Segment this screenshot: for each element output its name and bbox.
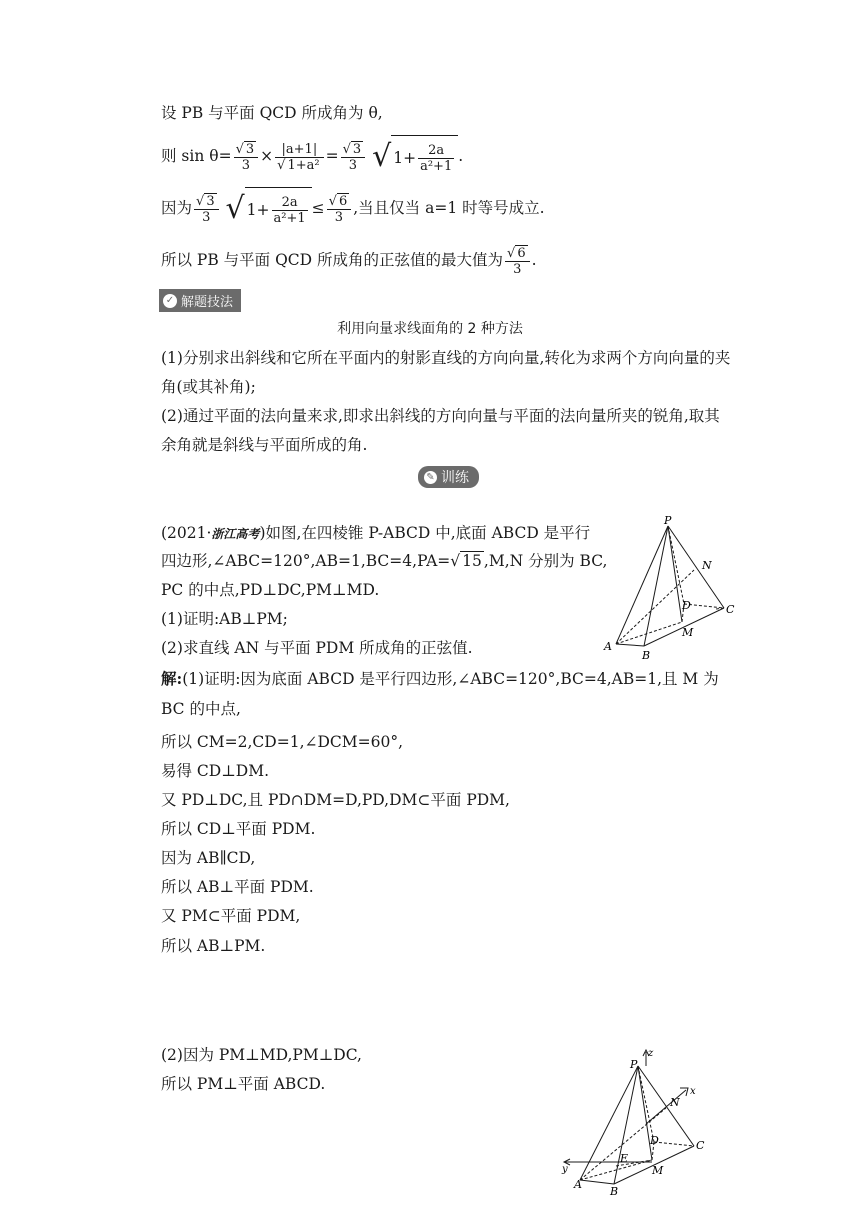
question-1: (1)证明:AB⊥PM;: [161, 610, 288, 628]
step-3: 又 PD⊥DC,且 PD∩DM=D,PD,DM⊂平面 PDM,: [161, 791, 510, 809]
method-point-2: (2)通过平面的法向量来求,即求出斜线的方向向量与平面的法向量所夹的锐角,取其余角就是斜线与平面所成的角.: [161, 407, 720, 454]
svg-text:z: z: [648, 1048, 654, 1059]
step-2: 易得 CD⊥DM.: [161, 762, 270, 780]
line-sin-formula: 则 sin θ= $\frac{√ 3}{3}$ × $\frac{|a+1|}{\text{√ 1+a²}}$ = $\frac{√ 3}{3}$ √ 1+ $\frac{2a}{\text{a²+1}}$ .: [161, 134, 463, 178]
svg-text:A: A: [574, 1178, 582, 1191]
svg-text:N: N: [670, 1096, 680, 1109]
frac-abs-over-sqrt: $\frac{|a+1|}{\text{√ 1+a²}}$: [275, 142, 323, 173]
step-8: 所以 AB⊥PM.: [161, 937, 266, 955]
big-sqrt: √ 1+ $\frac{2a}{\text{a²+1}}$: [372, 134, 458, 180]
svg-text:x: x: [690, 1086, 696, 1097]
svg-text:E: E: [620, 1152, 629, 1165]
step-4: 所以 CD⊥平面 PDM.: [161, 820, 316, 838]
training-badge-label: 训练: [441, 470, 469, 486]
method-badge-label: 解题技法: [181, 295, 234, 310]
pyramid-figure-1: [598, 512, 748, 662]
step-6: 所以 AB⊥平面 PDM.: [161, 878, 314, 896]
svg-text:y: y: [562, 1164, 568, 1175]
solution-label: 解:: [161, 669, 183, 688]
problem-line-3: PC 的中点,PD⊥DC,PM⊥MD.: [161, 581, 380, 599]
line-inequality: 因为 $\frac{√ 3}{3}$ √ 1+ $\frac{2a}{\text{a²+1}}$ ≤ $\frac{√ 6}{3}$ ,当且仅当 a=1 时等号成立.: [161, 186, 545, 230]
step-5: 因为 AB∥CD,: [161, 849, 256, 867]
svg-text:C: C: [726, 603, 735, 616]
svg-text:D: D: [682, 599, 691, 612]
sin-prefix: 则 sin θ=: [161, 147, 232, 165]
method-point-1: (1)分别求出斜线和它所在平面内的射影直线的方向向量,转化为求两个方向向量的夹角(或其补角);: [161, 349, 731, 396]
line-angle-def: 设 PB 与平面 QCD 所成角为 θ,: [161, 104, 383, 122]
step-1: 所以 CM=2,CD=1,∠DCM=60°,: [161, 733, 404, 751]
svg-text:D: D: [650, 1134, 659, 1147]
svg-text:P: P: [630, 1058, 638, 1071]
method-title: 利用向量求线面角的 2 种方法: [337, 321, 523, 337]
svg-text:C: C: [696, 1139, 705, 1152]
label-P: P: [664, 514, 672, 527]
frac-sqrt3-over-3b: $\frac{√ 3}{3}$: [341, 142, 366, 173]
solution-line-1: 解:(1)证明:因为底面 ABCD 是平行四边形,∠ABC=120°,BC=4,AB=1,且 M 为: [161, 669, 719, 688]
pyramid-figure-2: [556, 1044, 716, 1196]
pen-icon: ✎: [424, 471, 437, 484]
problem-line-1: (2021·浙江高考)如图,在四棱锥 P-ABCD 中,底面 ABCD 是平行: [161, 524, 591, 542]
part2-line-2: 所以 PM⊥平面 ABCD.: [161, 1075, 326, 1093]
step-7: 又 PM⊂平面 PDM,: [161, 907, 301, 925]
frac-sqrt3-over-3: $\frac{√ 3}{3}$: [234, 142, 259, 173]
svg-text:B: B: [642, 649, 651, 662]
question-2: (2)求直线 AN 与平面 PDM 所成角的正弦值.: [161, 639, 473, 657]
solution-line-2: BC 的中点,: [161, 700, 241, 718]
problem-line-2: 四边形,∠ABC=120°,AB=1,BC=4,PA=√ 15 ,M,N 分别为 BC,: [161, 552, 608, 570]
line-conclusion: 所以 PB 与平面 QCD 所成角的正弦值的最大值为 $\frac{√ 6}{3}$ .: [161, 245, 537, 277]
problem-source: 浙江高考: [211, 527, 260, 541]
svg-text:N: N: [702, 559, 712, 572]
svg-text:A: A: [604, 640, 612, 653]
svg-text:B: B: [610, 1185, 619, 1196]
svg-text:M: M: [682, 626, 694, 639]
method-badge: [159, 289, 241, 312]
training-badge: [418, 466, 479, 488]
part2-line-1: (2)因为 PM⊥MD,PM⊥DC,: [161, 1046, 362, 1064]
svg-text:M: M: [652, 1164, 664, 1177]
check-icon: ✓: [163, 294, 177, 308]
